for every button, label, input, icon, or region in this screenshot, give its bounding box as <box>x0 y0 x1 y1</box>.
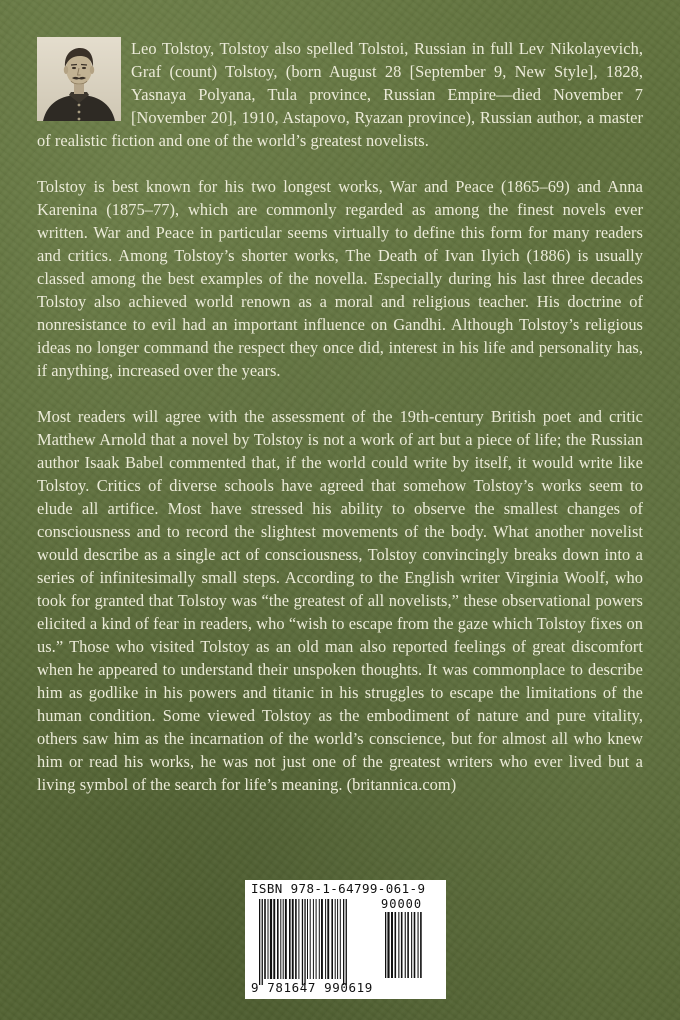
barcode-bar <box>414 912 416 978</box>
barcode-bar <box>321 899 323 979</box>
barcode-bar <box>268 899 269 979</box>
barcode-bar <box>277 899 279 979</box>
back-cover-text <box>37 37 643 796</box>
barcode-bar <box>331 899 333 979</box>
barcode-bar <box>298 899 299 979</box>
barcode-bar <box>264 899 266 979</box>
barcode-bar <box>270 899 272 979</box>
barcode-bar <box>310 899 311 979</box>
barcode-bar <box>327 899 329 979</box>
barcode-bar <box>337 899 338 979</box>
isbn-label: ISBN 978-1-64799-061-9 <box>251 881 426 896</box>
barcode-bar <box>292 899 294 979</box>
portrait-image <box>37 37 121 121</box>
barcode-bar <box>262 899 263 985</box>
barcode-bar <box>319 899 320 979</box>
barcode-bar <box>295 899 297 979</box>
barcode-bar <box>280 899 281 979</box>
barcode-bar <box>411 912 412 978</box>
barcode-bar <box>285 899 287 979</box>
ean-digits: 9 781647 990619 <box>251 980 373 995</box>
price-code: 90000 <box>381 897 423 911</box>
barcode-bar <box>283 899 284 979</box>
barcode-bar <box>418 912 419 978</box>
barcode-bar <box>401 912 403 978</box>
barcode-bar <box>313 899 314 979</box>
barcode-bar <box>420 912 422 978</box>
barcode-bar <box>387 912 389 978</box>
legacy-paragraph: Most readers will agree with the assessment of the 19th-century British poet and critic Matthew Arnold that a novel by Tolstoy is not a work of art but a piece of life; the Russian author Isaak Babel commented that, if the world could write by itself, it would write like Tolstoy. Critics of diverse schools have agreed that somehow Tolstoy’s works seem to elude all artifice. Most have stressed his ability to observe the smallest changes of consciousness and to record the slightest movements of the body. What another novelist would describe as a single act of consciousness, Tolstoy convincingly breaks down into a series of infinitesimally small steps. According to the English writer Virginia Woolf, who took for granted that Tolstoy was “the greatest of all novelists,” these observational powers elicited a kind of fear in readers, who “wish to escape from the gaze which Tolstoy fixes on us.” Those who visited Tolstoy as an old man also reported feelings of great discomfort when he appeared to understand their unspoken thoughts. It was commonplace to describe him as godlike in his powers and titanic in his struggles to escape the limitations of the human condition. Some viewed Tolstoy as the embodiment of nature and pure vitality, others saw him as the incarnation of the world’s conscience, but for almost all who knew him or read his works, he was not just one of the greatest writers who ever lived but a living symbol of the search for life’s meaning. (britannica.com) <box>37 407 643 794</box>
barcode-bar <box>398 912 399 978</box>
barcode-bar <box>273 899 275 979</box>
intro-paragraph: Leo Tolstoy, Tolstoy also spelled Tolstoi, Russian in full Lev Nikolayevich, Graf (count) Tolstoy, (born August 28 [September 9, New Style], 1828, Yasnaya Polyana, Tula province, Russian Empire—died November 7 [November 20], 1910, Astapovo, Ryazan province), Russian author, a master of realistic fiction and one of the world’s greatest novelists. <box>37 39 643 150</box>
barcode-bar <box>346 899 347 985</box>
barcode-bar <box>307 899 308 979</box>
barcode-bar <box>335 899 336 979</box>
barcode-bar <box>325 899 326 979</box>
barcode-bar <box>302 899 303 985</box>
barcode-bar <box>304 899 305 985</box>
barcode-bar <box>289 899 291 979</box>
barcode-bar <box>343 899 344 985</box>
barcode-bar <box>340 899 341 979</box>
barcode-bar <box>391 912 393 978</box>
barcode-bar <box>405 912 406 978</box>
barcode-bar <box>407 912 409 978</box>
barcode-bar <box>259 899 260 985</box>
isbn-barcode <box>245 880 446 999</box>
barcode-bar <box>316 899 317 979</box>
works-paragraph: Tolstoy is best known for his two longest works, War and Peace (1865–69) and Anna Karenina (1875–77), which are commonly regarded as among the finest novels ever written. War and Peace in particular seems virtually to define this form for many readers and critics. Among Tolstoy’s shorter works, The Death of Ivan Ilyich (1886) is usually classed among the best examples of the novella. Especially during his last three decades Tolstoy also achieved world renown as a moral and religious teacher. His doctrine of nonresistance to evil had an important influence on Gandhi. Although Tolstoy’s religious ideas no longer command the respect they once did, interest in his life and personality has, if anything, increased over the years. <box>37 177 643 380</box>
barcode-bar <box>395 912 397 978</box>
author-portrait <box>37 37 121 121</box>
barcode-bar <box>385 912 386 978</box>
